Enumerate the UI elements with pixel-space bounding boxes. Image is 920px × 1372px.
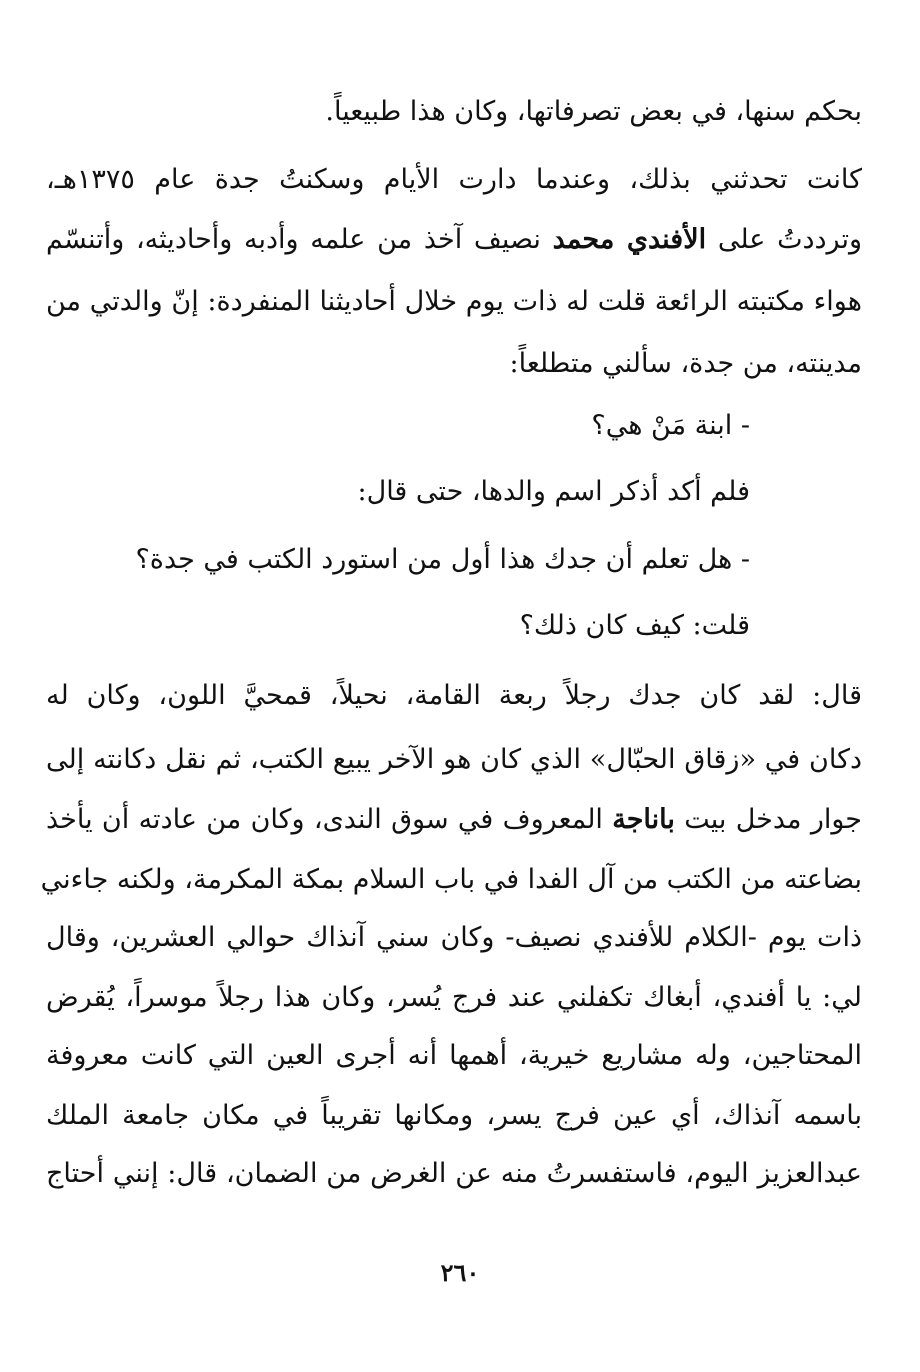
text-line-9: بضاعته من الكتب من آل الفدا في باب السلام بمكة المكرمة، ولكنه جاءني <box>40 864 862 895</box>
page-number: ٢٦٠ <box>440 1258 480 1287</box>
dialogue-line-2: فلم أكد أذكر اسم والدها، حتى قال: <box>357 476 750 507</box>
text-line-2: كانت تحدثني بذلك، وعندما دارت الأيام وسكنتُ جدة عام ١٣٧٥هـ، <box>46 164 862 195</box>
dialogue-line-4: قلت: كيف كان ذلك؟ <box>519 610 750 641</box>
text-line-6: قال: لقد كان جدك رجلاً ربعة القامة، نحيلاً، قمحيَّ اللون، وكان له <box>46 680 862 711</box>
text-line-4: هواء مكتبته الرائعة قلت له ذات يوم خلال أحاديثنا المنفردة: إنّ والدتي من <box>46 286 862 317</box>
text-line-12: المحتاجين، وله مشاريع خيرية، أهمها أنه أجرى العين التي كانت معروفة <box>46 1040 862 1071</box>
text-line-3: وترددتُ على الأفندي محمد نصيف آخذ من علمه وأدبه وأحاديثه، وأتنسّم <box>46 224 862 255</box>
text-line-5: مدينته، من جدة، سألني متطلعاً: <box>509 348 862 379</box>
text-line-11: لي: يا أفندي، أبغاك تكفلني عند فرج يُسر، وكان هذا رجلاً موسراً، يُقرض <box>46 982 862 1013</box>
text-line-13: باسمه آنذاك، أي عين فرج يسر، ومكانها تقريباً في مكان جامعة الملك <box>46 1100 862 1131</box>
dialogue-line-1: - ابنة مَنْ هي؟ <box>591 410 750 441</box>
text-line-10: ذات يوم -الكلام للأفندي نصيف- وكان سني آنذاك حوالي العشرين، وقال <box>46 922 862 953</box>
dialogue-line-3: - هل تعلم أن جدك هذا أول من استورد الكتب في جدة؟ <box>135 544 750 575</box>
text-line-7: دكان في «زقاق الحبّال» الذي كان هو الآخر يبيع الكتب، ثم نقل دكانته إلى <box>46 744 862 775</box>
text-line-1: بحكم سنها، في بعض تصرفاتها، وكان هذا طبيعياً. <box>325 96 862 127</box>
bold-text: باناجة <box>612 804 675 835</box>
text-line-14: عبدالعزيز اليوم، فاستفسرتُ منه عن الغرض من الضمان، قال: إنني أحتاج <box>46 1158 862 1189</box>
text-line-8: جوار مدخل بيت باناجة المعروف في سوق الندى، وكان من عادته أن يأخذ <box>46 804 862 835</box>
bold-text: الأفندي محمد <box>552 224 707 255</box>
